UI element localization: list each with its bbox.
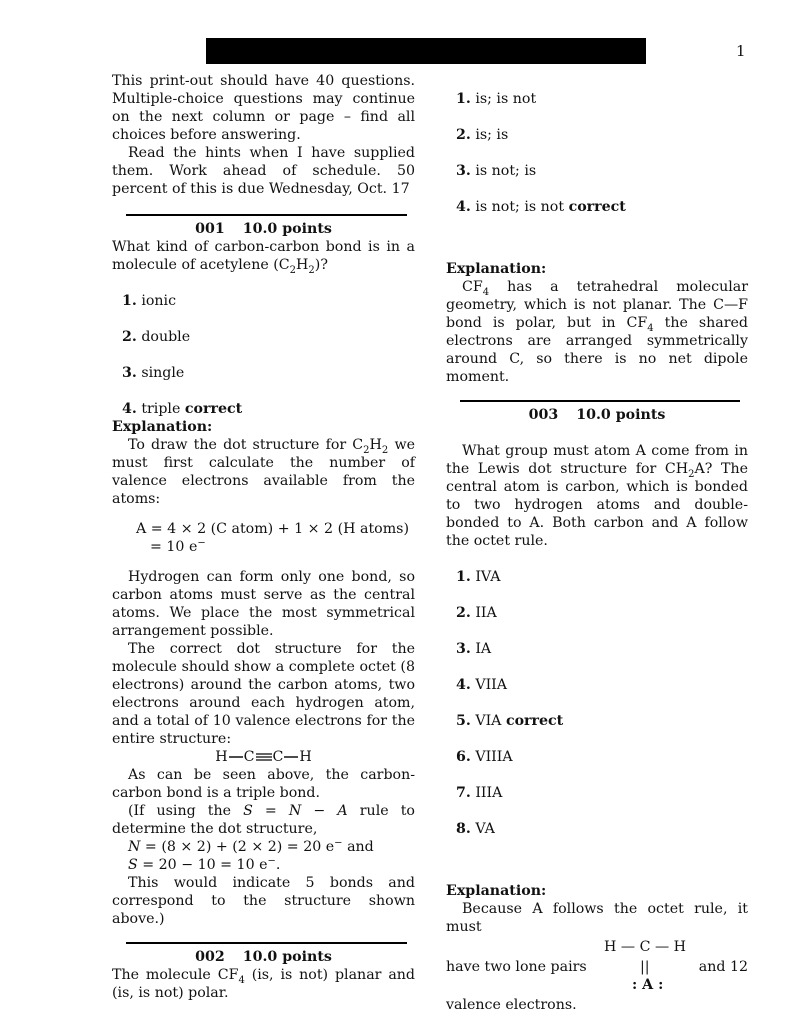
question-points: 10.0 points [576, 407, 666, 423]
triple-bond [255, 752, 273, 762]
question-number: 002 [195, 949, 225, 965]
choice-item[interactable]: 1. IVA [456, 569, 501, 585]
explanation-label: Explanation: [446, 261, 547, 277]
question-divider [460, 400, 740, 402]
question-3-prompt: What group must atom A come from in the Lewis dot structure for $CH_2A$? The central atom is carbon, which is bonded to two hydrogen atoms and double-bonded to A. Both carbon and A follow the octet rule. [446, 443, 749, 549]
choice-item[interactable]: 1. is; is not [456, 91, 537, 107]
explanation-text: (If using the S = N − A rule to determine the dot structure, [112, 803, 415, 837]
question-points: 10.0 points [242, 949, 332, 965]
choice-item[interactable]: 8. VA [456, 821, 495, 837]
correct-mark: correct [505, 713, 564, 729]
choice-item-correct[interactable]: 5. VIA correct [456, 713, 564, 729]
explanation-text: This would indicate 5 bonds and correspond to the structure shown above.) [112, 875, 415, 927]
acetylene-structure: H C C H [215, 749, 312, 765]
left-column [112, 72, 415, 1002]
question-points: 10.0 points [242, 221, 332, 237]
explanation-label: Explanation: [112, 419, 213, 435]
correct-mark: correct [184, 401, 243, 417]
explanation-text: The correct dot structure for the molecule should show a complete octet (8 electrons) around the carbon atoms, two electrons around each hydrogen atom, and a total of 10 valence electrons for the entire structure: [112, 641, 415, 747]
question-1-header [112, 220, 415, 238]
intro-paragraph-2: Read the hints when I have supplied them. Work ahead of schedule. 50 percent of this is due Wednesday, Oct. 17 [112, 145, 415, 197]
right-column [446, 72, 748, 1014]
lewis-row-bottom: : A : [632, 977, 664, 993]
explanation-text: As can be seen above, the carbon-carbon bond is a triple bond. [112, 767, 415, 801]
choice-item[interactable]: 3. single [122, 365, 185, 381]
double-bond: || [640, 959, 650, 975]
single-bond [283, 752, 299, 762]
choice-item[interactable]: 3. is not; is [456, 163, 537, 179]
choice-item-correct[interactable]: 4. is not; is not correct [456, 199, 626, 215]
equation: A = 4 × 2 (C atom) + 1 × 2 (H atoms) [136, 521, 409, 537]
explanation-text: To draw the dot structure for $C_2H_2$ we must first calculate the number of valence electrons available from the atoms: [112, 437, 415, 507]
explanation-text: $CF_4$ has a tetrahedral molecular geometry, which is not planar. The C—F bond is polar, but in $CF_4$ the shared electrons are arranged symmetrically around C, so there is no net dipole moment. [446, 279, 748, 385]
correct-mark: correct [568, 199, 626, 215]
question-3-header [446, 406, 748, 424]
header-redaction-bar [206, 38, 646, 64]
equation: S = 20 − 10 = 10 e−. [128, 855, 281, 873]
choice-item[interactable]: 2. double [122, 329, 191, 345]
explanation-text: and 12 [698, 959, 748, 975]
question-2-prompt: The molecule $CF_4$ (is, is not) planar and (is, is not) polar. [112, 967, 416, 1001]
question-divider [126, 942, 407, 944]
single-bond [228, 752, 244, 762]
explanation-text: Because A follows the octet rule, it must [446, 901, 748, 935]
page-number: 1 [736, 42, 746, 60]
explanation-label: Explanation: [446, 883, 547, 899]
intro-paragraph-1: This print-out should have 40 questions. Multiple-choice questions may continue on the next column or page – find all choices before answering. [112, 73, 415, 143]
choice-item[interactable]: 2. is; is [456, 127, 509, 143]
choice-item[interactable]: 7. IIIA [456, 785, 503, 801]
equation: = 10 e− [150, 537, 206, 555]
choice-item[interactable]: 2. IIA [456, 605, 497, 621]
lewis-structure-block [446, 936, 748, 996]
explanation-text: valence electrons. [446, 997, 577, 1013]
explanation-text: Hydrogen can form only one bond, so carbon atoms must serve as the central atoms. We place the most symmetrical arrangement possible. [112, 569, 415, 639]
choice-item[interactable]: 6. VIIIA [456, 749, 513, 765]
lewis-row-top: H — C — H [604, 939, 687, 955]
explanation-text: have two lone pairs [446, 959, 587, 975]
choice-item-correct[interactable]: 4. triple correct [122, 401, 243, 417]
question-1-prompt: What kind of carbon-carbon bond is in a molecule of acetylene $(C_2H_2)$? [112, 239, 415, 276]
choice-item[interactable]: 4. VIIA [456, 677, 508, 693]
question-2-header [112, 948, 415, 966]
question-divider [126, 214, 407, 216]
question-number: 003 [528, 407, 559, 423]
choice-item[interactable]: 3. IA [456, 641, 492, 657]
choice-item[interactable]: 1. ionic [122, 293, 177, 309]
question-number: 001 [195, 221, 225, 237]
equation: N = (8 × 2) + (2 × 2) = 20 e− and [128, 837, 374, 855]
